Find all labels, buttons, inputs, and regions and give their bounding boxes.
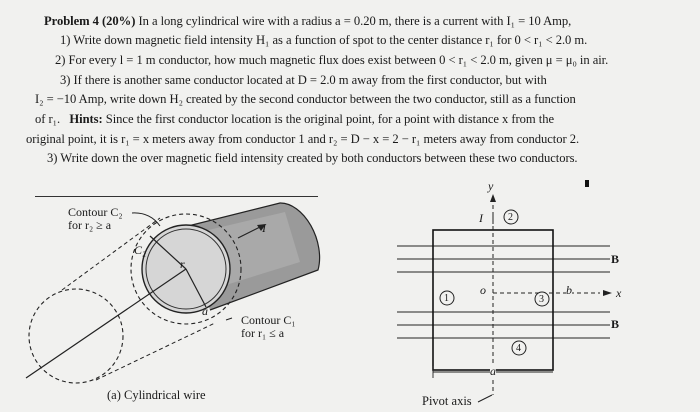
c2-mark: C₂: [134, 243, 147, 257]
y-axis-arrowhead: [490, 194, 496, 202]
current-label: I: [262, 221, 266, 235]
dot-mark: [585, 180, 589, 187]
field-b-bottom-label: B: [611, 317, 620, 331]
question-4: 3) Write down the over magnetic field intensity created by both conductors between these two conductors.: [47, 151, 578, 165]
marker-4-label: 4: [516, 343, 521, 354]
marker-3-label: 3: [539, 294, 544, 305]
hints-label: Hints:: [69, 112, 103, 126]
b-label: b: [566, 283, 572, 297]
field-b-top-label: B: [611, 252, 620, 266]
x-axis-label: x: [616, 286, 622, 300]
marker-2-label: 2: [508, 212, 513, 223]
question-3-line-1: 3) If there is another same conductor located at D = 2.0 m away from the first conductor, but with: [60, 73, 547, 87]
contour-c1-condition: for r₁ ≤ a: [241, 326, 285, 340]
contour-c2-title: Contour C₂: [68, 205, 123, 219]
problem-title: Problem 4 (20%): [44, 14, 136, 28]
question-1: 1) Write down magnetic field intensity H₁ as a function of spot to the center distance r₁ for 0 < r₁ < 2.0 m.: [60, 33, 588, 47]
contour-c1-title: Contour C₁: [241, 313, 296, 327]
radius-a-label: a: [202, 304, 208, 318]
question-3-prefix: of r₁.: [35, 112, 61, 126]
x-axis-arrowhead: [603, 290, 612, 296]
pivot-axis-label: Pivot axis: [422, 394, 472, 408]
question-3-hint: Since the first conductor location is the original point, for a point with distance x from the: [105, 112, 555, 126]
pivot-leader: [478, 395, 492, 402]
marker-1-label: 1: [444, 293, 449, 304]
figure-a-caption: (a) Cylindrical wire: [107, 388, 206, 402]
contour-c2-condition: for r₂ ≥ a: [68, 218, 112, 232]
question-3-line-2: I₂ = −10 Amp, write down H₂ created by the second conductor between the two conductor, still as a function: [35, 92, 576, 106]
loop-current-label: I: [479, 211, 483, 225]
dimension-a-label: a: [490, 364, 496, 378]
problem-intro: In a long cylindrical wire with a radius a = 0.20 m, there is a current with I₁ = 10 Amp,: [138, 14, 572, 28]
origin-label: o: [480, 283, 486, 297]
y-axis-label: y: [488, 179, 494, 193]
question-2: 2) For every l = 1 m conductor, how much magnetic flux does exist between 0 < r₁ < 2.0 m, given μ = μ₀ in air.: [55, 53, 609, 67]
question-3-line-4: original point, it is r₁ = x meters away from conductor 1 and r₂ = D − x = 2 − r₁ meters away from conductor 2.: [26, 132, 580, 146]
radius-r-label: r: [180, 257, 185, 271]
